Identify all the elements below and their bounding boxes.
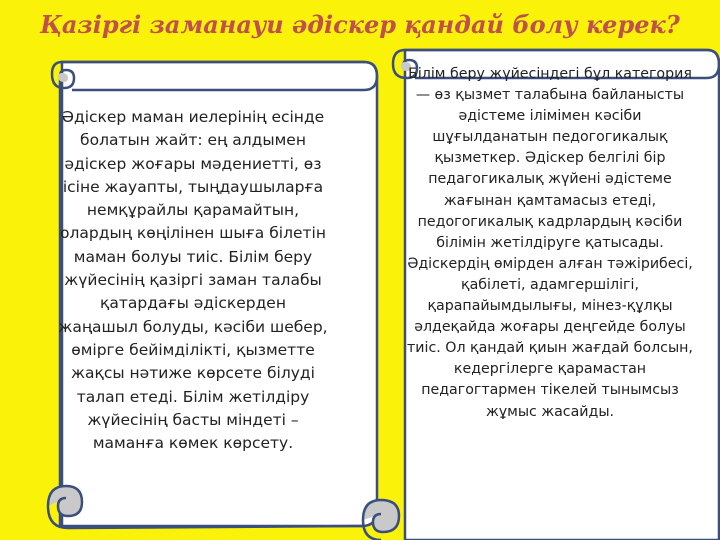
right-scroll-panel (355, 42, 720, 540)
left-panel-text: Әдіскер маман иелерінің есінде болатын жайт: ең алдымен әдіскер жоғары мәдениетті, өз ісіне жауапты, тыңдаушыларға немқұрайлы қарамайтын, олардың көңілінен шыға білетін маман болуы тиіс. Білім беру жүйесінің қазіргі заман талабы қатардағы әдіскерден жаңашыл болуды, кәсіби шебер, өмірге бейімділікті, қызметте жақсы нәтиже көрсете білуді талап етеді. Білім жетілдіру жүйесінің басты міндеті – маманға көмек көрсету. (58, 108, 328, 453)
left-scroll-panel (48, 54, 378, 532)
right-panel-text: Білім беру жүйесіндегі бұл категория — өз қызмет талабына байланысты әдістеме ілімімен кәсіби шұғылданатын педогогикалық қызметкер. Әдіскер белгілі бір педагогикалық жүйені әдістеме жағынан қамтамасыз етеді, педогогикалық кадрлардың кәсіби білімін жетілдіруге қатысады. Әдіскердің өмірден алған тәжірибесі, қабілеті, адамгершілігі, қарапайымдылығы, мінез-құлқы әлдеқайда жоғары деңгейде болуы тиіс. Ол қандай қиын жағдай болсын, кедергілерге қарамастан педагогтармен тікелей тынымсыз жұмыс жасайды. (407, 66, 693, 420)
page-title: Қазіргі заманауи әдіскер қандай болу керек? (40, 10, 680, 39)
